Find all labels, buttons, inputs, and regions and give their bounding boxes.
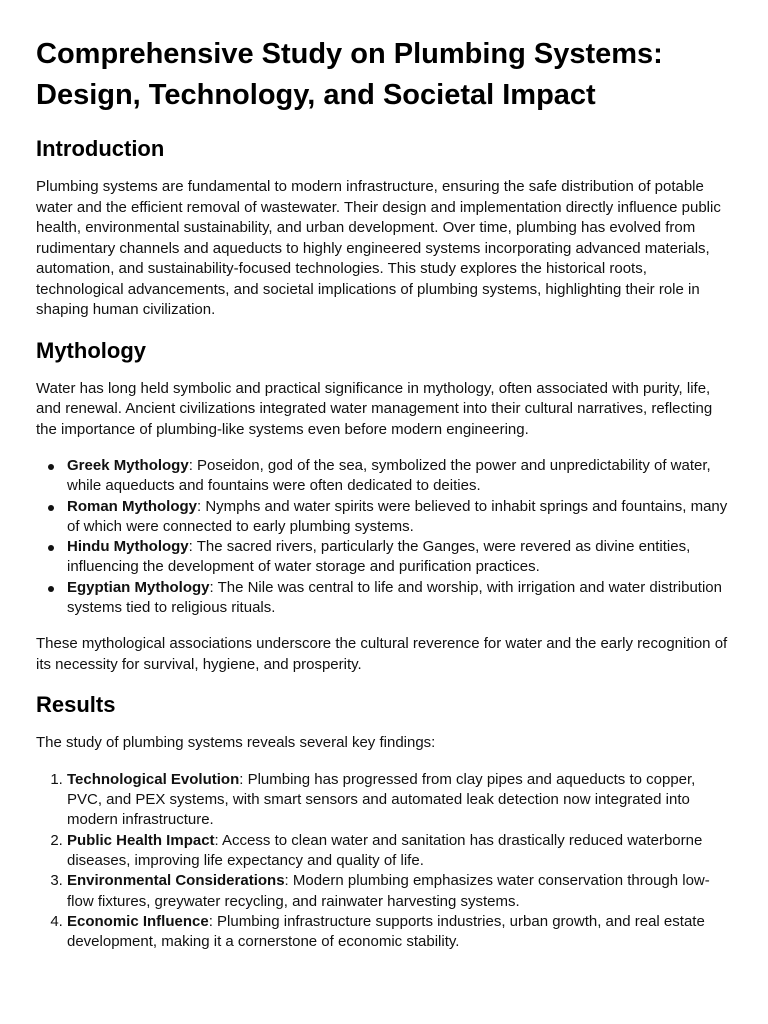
list-item — [67, 578, 732, 619]
list-item-text: : The sacred rivers, particularly the Ganges, were revered as divine entities, influencing the development of water storage and purification practices. — [67, 538, 691, 576]
list-item-text: : Plumbing infrastructure supports industries, urban growth, and real estate development, making it a cornerstone of economic stability. — [67, 912, 705, 951]
list-item-term: Egyptian Mythology — [67, 578, 210, 596]
list-item — [67, 456, 732, 497]
list-item — [67, 497, 732, 538]
list-item-text: : Modern plumbing emphasizes water conservation through low-flow fixtures, greywater recycling, and rainwater harvesting systems. — [67, 872, 710, 910]
results-heading: Results — [36, 692, 116, 718]
mythology-list — [36, 456, 732, 618]
list-item-term: Environmental Considerations — [67, 872, 285, 890]
list-item-term: Hindu Mythology — [67, 538, 189, 556]
mythology-section — [36, 337, 732, 676]
mythology-heading: Mythology — [36, 337, 146, 363]
results-section — [36, 691, 732, 952]
results-intro: The study of plumbing systems reveals several key findings: — [36, 734, 436, 752]
list-item-term: Economic Influence — [67, 912, 209, 930]
mythology-outro: These mythological associations underscore the cultural reverence for water and the early recognition of its necessity for survival, hygiene, and prosperity. — [36, 635, 728, 673]
list-item-term: Technological Evolution — [67, 770, 240, 788]
document-title: Comprehensive Study on Plumbing Systems: Design, Technology, and Societal Impact — [36, 38, 663, 111]
mythology-intro: Water has long held symbolic and practical significance in mythology, often associated with purity, life, and renewal. Ancient civilizations integrated water management into their cultural narratives, reflecting the importance of plumbing-like systems even before modern engineering. — [36, 379, 713, 438]
list-item — [67, 537, 732, 578]
list-item-term: Public Health Impact — [67, 831, 215, 849]
list-item-text: : Access to clean water and sanitation has drastically reduced waterborne diseases, improving life expectancy and quality of life. — [67, 831, 703, 870]
introduction-paragraph: Plumbing systems are fundamental to modern infrastructure, ensuring the safe distribution of potable water and the efficient removal of wastewater. Their design and implementation directly influence public health, environmental sustainability, and urban development. Over time, plumbing has evolved from rudimentary channels and aqueducts to highly engineered systems incorporating advanced materials, automation, and sustainability-focused technologies. This study explores the historical roots, technological advancements, and societal implications of plumbing systems, highlighting their role in shaping human civilization. — [36, 178, 721, 318]
list-item-term: Greek Mythology — [67, 457, 189, 474]
results-list — [36, 770, 732, 953]
list-item-text: : Poseidon, god of the sea, symbolized the power and unpredictability of water, while aqueducts and fountains were often dedicated to deities. — [67, 457, 711, 495]
introduction-section — [36, 135, 732, 321]
list-item — [67, 871, 732, 912]
list-item — [67, 912, 732, 953]
list-item-text: : Nymphs and water spirits were believed to inhabit springs and fountains, many of which were connected to early plumbing systems. — [67, 497, 728, 535]
list-item-term: Roman Mythology — [67, 497, 197, 515]
list-item-text: : The Nile was central to life and worship, with irrigation and water distribution systems tied to religious rituals. — [67, 578, 722, 617]
list-item-text: : Plumbing has progressed from clay pipes and aqueducts to copper, PVC, and PEX systems, with smart sensors and automated leak detection now integrated into modern infrastructure. — [67, 770, 696, 829]
list-item — [67, 770, 732, 831]
list-item — [67, 831, 732, 872]
introduction-heading: Introduction — [36, 136, 165, 161]
